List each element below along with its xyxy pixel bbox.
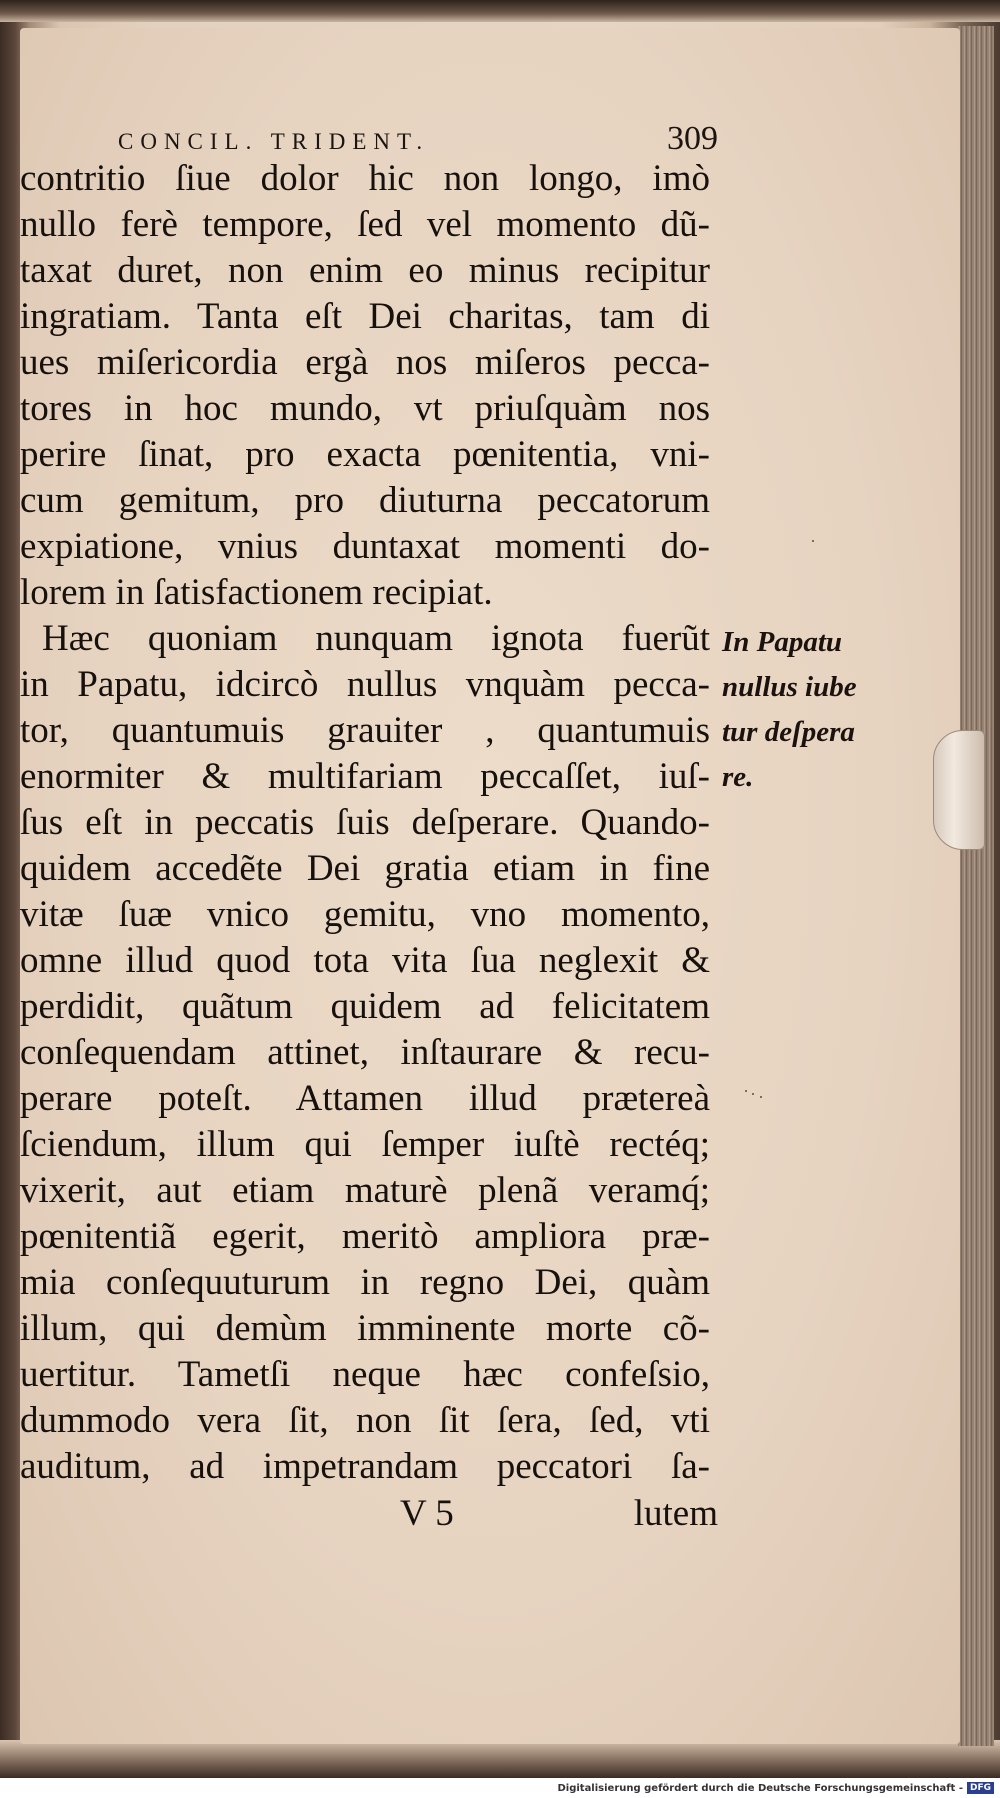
text-line: ingratiam. Tanta eſt Dei charitas, tam di	[20, 296, 710, 337]
text-line: ues miſericordia ergà nos miſeros pecca-	[20, 342, 710, 383]
digitization-footer	[0, 1778, 1000, 1798]
page-number: 309	[667, 120, 718, 157]
text-line: quidem accedẽte Dei gratia etiam in fine	[20, 848, 710, 889]
text-line: cum gemitum, pro diuturna peccatorum	[20, 480, 710, 521]
text-line: tores in hoc mundo, vt priuſquàm nos	[20, 388, 710, 429]
text-line: vitæ ſuæ vnico gemitu, vno momento,	[20, 894, 710, 935]
book-fore-edge	[958, 26, 994, 1746]
paper-speck	[812, 540, 814, 542]
text-line: enormiter & multifariam peccaſſet, iuſ-	[20, 756, 710, 797]
footer-credit: Digitalisierung gefördert durch die Deutsche Forschungsgemeinschaft -	[557, 1782, 963, 1794]
marginal-note-line: In Papatu	[722, 626, 843, 658]
book-top-edge	[0, 0, 1000, 22]
text-line: illum, qui demùm imminente morte cõ-	[20, 1308, 710, 1349]
signature-line	[400, 1490, 718, 1536]
body-text	[20, 156, 720, 1490]
text-line: expiatione, vnius duntaxat momenti do-	[20, 526, 710, 567]
page-tab-marker	[933, 730, 985, 850]
text-line: dummodo vera ſit, non ſit ſera, ſed, vti	[20, 1400, 710, 1441]
paper-speck	[760, 1096, 762, 1098]
text-line: perdidit, quãtum quidem ad felicitatem	[20, 986, 710, 1027]
text-line: ſus eſt in peccatis ſuis deſperare. Quando-	[20, 802, 710, 843]
marginal-note	[722, 620, 932, 800]
marginal-note-line: tur deſpera	[722, 716, 855, 748]
text-line: auditum, ad impetrandam peccatori ſa-	[20, 1446, 710, 1487]
text-line: nullo ferè tempore, ſed vel momento dũ-	[20, 204, 710, 245]
text-line: mia conſequuturum in regno Dei, quàm	[20, 1262, 710, 1303]
dfg-logo: DFG	[967, 1782, 994, 1794]
text-line: omne illud quod tota vita ſua neglexit &	[20, 940, 710, 981]
text-line: perare poteſt. Attamen illud prætereà	[20, 1078, 710, 1119]
marginal-note-line: nullus iube	[722, 671, 857, 703]
marginal-note-line: re.	[722, 761, 754, 793]
text-line: perire ſinat, pro exacta pœnitentia, vni-	[20, 434, 710, 475]
text-line: lorem in ſatisfactionem recipiat.	[20, 572, 493, 613]
catchword: lutem	[633, 1492, 718, 1534]
text-line: ſciendum, illum qui ſemper iuſtè rectéq;	[20, 1124, 710, 1165]
paper-speck	[745, 1090, 747, 1092]
running-head: CONCIL. TRIDENT.	[118, 129, 430, 154]
text-line: vixerit, aut etiam maturè plenã veramq́;	[20, 1170, 710, 1211]
text-line: in Papatu, idcircò nullus vnquàm pecca-	[20, 664, 710, 705]
text-line: contritio ſiue dolor hic non longo, imò	[20, 158, 710, 199]
text-line: tor, quantumuis grauiter , quantumuis	[20, 710, 710, 751]
paper-speck	[752, 1093, 754, 1095]
signature-mark: V 5	[400, 1492, 454, 1534]
page-header	[118, 120, 718, 160]
text-line: Hæc quoniam nunquam ignota fuerũt	[42, 618, 710, 659]
text-line: uertitur. Tametſi neque hæc confeſsio,	[20, 1354, 710, 1395]
text-line: pœnitentiã egerit, meritò ampliora præ-	[20, 1216, 710, 1257]
text-line: conſequendam attinet, inſtaurare & recu-	[20, 1032, 710, 1073]
text-line: taxat duret, non enim eo minus recipitur	[20, 250, 710, 291]
book-bottom-edge	[0, 1740, 1000, 1778]
